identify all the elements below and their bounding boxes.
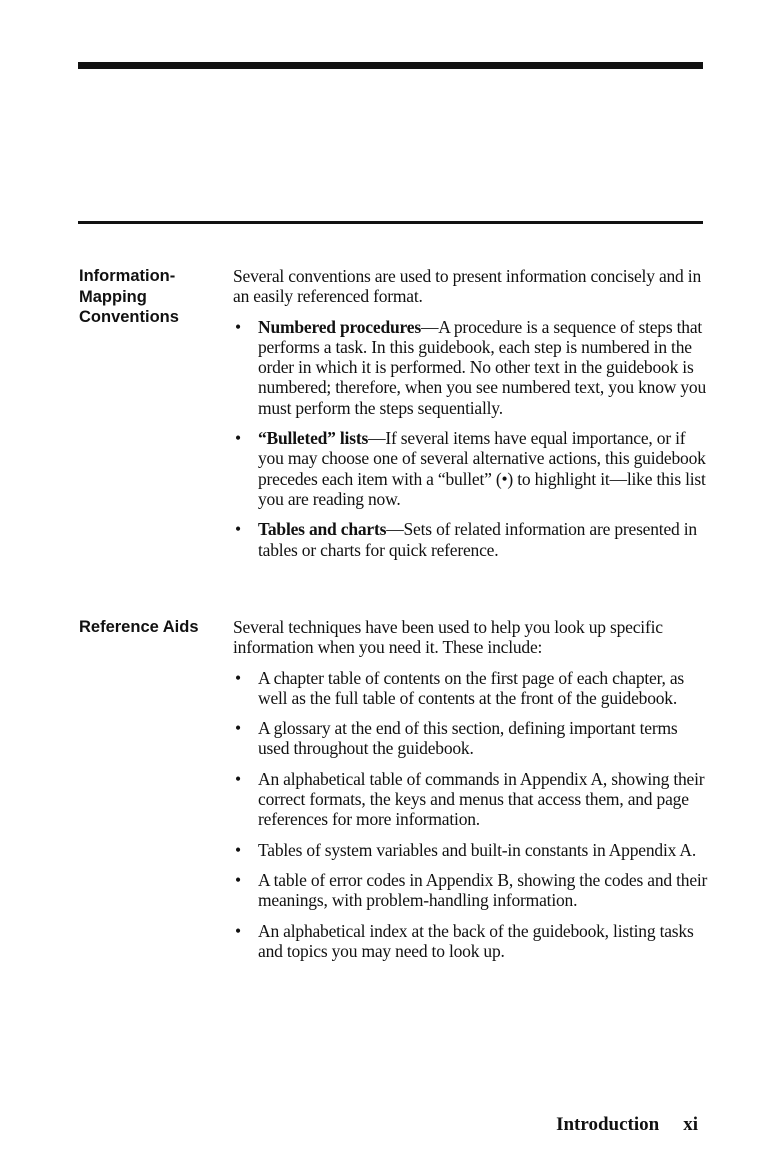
bullet-text: An alphabetical table of commands in Appendix A, showing their correct formats, the keys and menus that access them, and page references for more information. <box>258 768 705 830</box>
side-heading-line: Mapping <box>79 287 147 306</box>
bullet-icon: • <box>235 667 241 688</box>
section-reference-aids <box>233 617 708 971</box>
page-number: xi <box>683 1114 698 1135</box>
bullet-icon: • <box>235 920 241 941</box>
bullet-list <box>233 668 708 962</box>
bullet-list <box>233 317 708 560</box>
bullet-icon: • <box>235 428 241 449</box>
bullet-text: —If several items have equal importance, or if you may choose one of several alternative actions, this guidebook precedes each item with a “bullet” (•) to highlight it—like this list you are reading now. <box>258 428 706 509</box>
page-footer <box>556 1114 698 1136</box>
top-rule <box>78 62 703 69</box>
bullet-text: A glossary at the end of this section, defining important terms used throughout the guidebook. <box>258 718 678 759</box>
list-item <box>233 718 708 759</box>
bullet-text: A table of error codes in Appendix B, showing the codes and their meanings, with problem-handling information. <box>258 869 708 911</box>
side-heading-line: Reference Aids <box>79 618 199 636</box>
bullet-text: Tables of system variables and built-in constants in Appendix A. <box>258 839 696 860</box>
section-information-mapping <box>233 266 708 570</box>
bullet-text: —Sets of related information are presented in tables or charts for quick reference. <box>258 519 697 560</box>
list-item <box>233 317 708 418</box>
list-item <box>233 428 708 509</box>
section-intro: Several techniques have been used to help you look up specific information when you need it. These include: <box>233 617 663 658</box>
bullet-icon: • <box>235 519 241 540</box>
list-item <box>233 870 708 911</box>
side-heading-reference-aids <box>79 617 219 638</box>
bullet-icon: • <box>235 316 241 337</box>
bullet-icon: • <box>235 768 241 789</box>
bullet-term: Numbered procedures <box>258 316 421 337</box>
side-heading-line: Information- <box>79 267 176 285</box>
footer-title: Introduction <box>556 1114 660 1135</box>
list-item <box>233 840 708 860</box>
side-heading-line: Conventions <box>79 308 179 326</box>
bullet-icon: • <box>235 869 241 890</box>
bullet-icon: • <box>235 718 241 739</box>
list-item <box>233 769 708 830</box>
bullet-text: An alphabetical index at the back of the guidebook, listing tasks and topics you may need to look up. <box>258 920 694 961</box>
bullet-text: —A procedure is a sequence of steps that performs a task. In this guidebook, each step is numbered in the order in which it is performed. No other text in the guidebook is numbered; therefore, when you see numbered text, you know you must perform the steps sequentially. <box>258 316 707 418</box>
bullet-term: Tables and charts <box>258 519 387 540</box>
section-rule <box>78 221 703 224</box>
side-heading-information-mapping <box>79 266 219 328</box>
bullet-term: “Bulleted” lists <box>258 428 369 449</box>
list-item <box>233 921 708 962</box>
list-item <box>233 668 708 709</box>
section-intro: Several conventions are used to present information concisely and in an easily referenced format. <box>233 266 701 307</box>
bullet-icon: • <box>235 839 241 860</box>
list-item <box>233 519 708 560</box>
bullet-text: A chapter table of contents on the first page of each chapter, as well as the full table of contents at the front of the guidebook. <box>258 667 685 708</box>
